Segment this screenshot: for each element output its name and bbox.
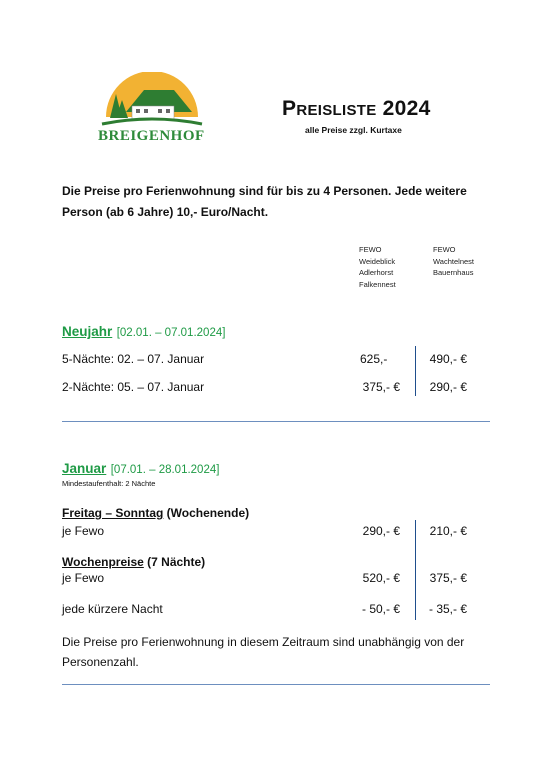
- section-title-neujahr: Neujahr [02.01. – 07.01.2024]: [62, 324, 226, 339]
- price-value: - 50,- €: [361, 602, 400, 616]
- price-row-label: jede kürzere Nacht: [62, 602, 163, 616]
- januar-note: Die Preise pro Ferienwohnung in diesem Zeitraum sind unabhängig von der Personenzahl.: [62, 635, 465, 669]
- price-row-label: 5-Nächte: 02. – 07. Januar: [62, 352, 205, 366]
- section-divider: [62, 684, 490, 685]
- min-stay-note: Mindestaufenthalt: 2 Nächte: [62, 479, 156, 488]
- price-row-label: je Fewo: [62, 571, 105, 585]
- weekend-heading: Freitag – Sonntag (Wochenende): [62, 506, 250, 520]
- price-row-label: je Fewo: [62, 524, 105, 538]
- price-value: 290,- €: [362, 524, 400, 538]
- price-value: 210,- €: [429, 524, 467, 538]
- column-divider: [415, 520, 416, 620]
- price-value: 520,- €: [362, 571, 400, 585]
- column-divider: [415, 346, 416, 396]
- price-value: - 35,- €: [428, 602, 467, 616]
- price-value: 375,- €: [362, 380, 400, 394]
- page-subtitle: alle Preise zzgl. Kurtaxe: [305, 125, 402, 135]
- column-header-1: FEWO Weideblick Adlerhorst Falkennest: [359, 245, 396, 289]
- section-divider: [62, 421, 490, 422]
- logo-wordmark: BREIGENHOF: [98, 128, 205, 144]
- intro-text: Die Preise pro Ferienwohnung sind für bis zu 4 Personen. Jede weitere Person (ab 6 Jahre) 10,- Euro/Nacht.: [62, 184, 467, 219]
- price-value: 490,- €: [429, 352, 467, 366]
- week-heading: Wochenpreise (7 Nächte): [62, 555, 206, 569]
- price-value: 290,- €: [429, 380, 467, 394]
- column-header-2: FEWO Wachtelnest Bauernhaus: [433, 245, 474, 277]
- page-title: PREISLISTE 2024: [282, 97, 431, 120]
- price-row-label: 2-Nächte: 05. – 07. Januar: [62, 380, 205, 394]
- price-value: 375,- €: [429, 571, 467, 585]
- section-title-januar: Januar [07.01. – 28.01.2024]: [62, 461, 220, 476]
- price-value: 625,-: [360, 352, 388, 366]
